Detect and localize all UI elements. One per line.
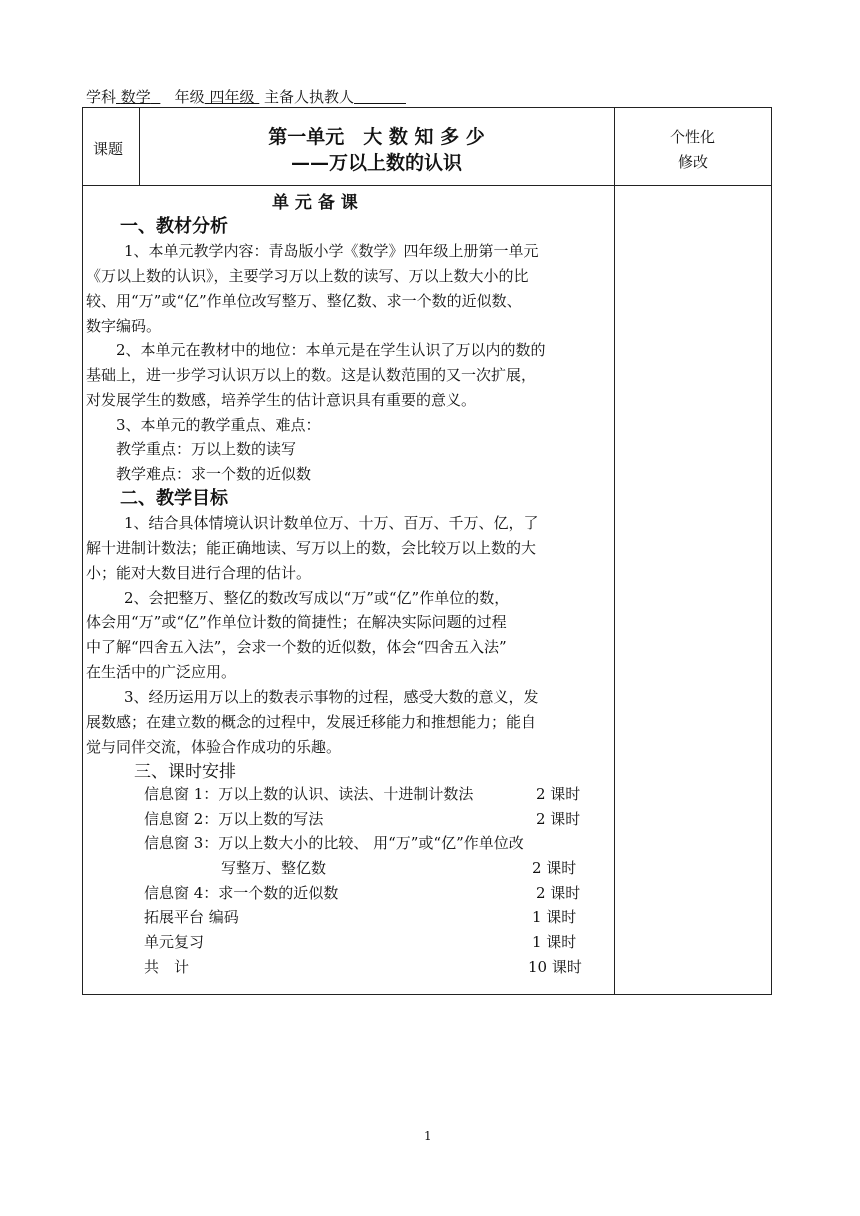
schedule-item: 共 计 [144, 958, 190, 976]
s1-p3-l2: 教学重点：万以上数的读写 [116, 440, 297, 458]
header-line [86, 86, 406, 107]
s1-p2-l2: 基础上，进一步学习认识万以上的数。这是认数范围的又一次扩展， [86, 366, 537, 384]
unit-subtitle: ——万以上数的认识 [290, 152, 462, 174]
schedule-item: 信息窗 2：万以上数的写法 [144, 810, 324, 828]
s2-p2-l3: 中了解“四舍五入法”，会求一个数的近似数，体会“四舍五入法” [86, 638, 507, 656]
section-3-title: 三、课时安排 [134, 762, 236, 782]
side-label-2: 修改 [678, 153, 709, 171]
schedule-item: 单元复习 [144, 933, 205, 951]
s2-p2-l4: 在生活中的广泛应用。 [86, 663, 237, 681]
s1-p2-l1: 2、本单元在教材中的地位：本单元是在学生认识了万以内的数的 [116, 341, 546, 359]
s2-p2-l1: 2、会把整万、整亿的数改写成以“万”或“亿”作单位的数， [124, 589, 510, 607]
schedule-hours: 2 课时 [536, 884, 581, 902]
topic-label: 课题 [93, 140, 124, 158]
s2-p3-l3: 觉与同伴交流，体验合作成功的乐趣。 [86, 738, 342, 756]
s1-p1-l3: 较、用“万”或“亿”作单位改写整万、整亿数、求一个数的近似数、 [86, 292, 522, 310]
preparer-label: 主备人执教人 [264, 88, 355, 106]
schedule-item: 信息窗 1：万以上数的认识、读法、十进制计数法 [144, 785, 474, 803]
schedule-item: 信息窗 3：万以上数大小的比较、 用“万”或“亿”作单位改 [144, 834, 524, 852]
schedule-item: 写整万、整亿数 [221, 859, 327, 877]
schedule-hours: 2 课时 [532, 859, 577, 877]
s2-p1-l1: 1、结合具体情境认识计数单位万、十万、百万、千万、亿，了 [124, 514, 539, 532]
s1-p1-l2: 《万以上数的认识》，主要学习万以上数的读写、万以上数大小的比 [86, 267, 529, 285]
schedule-hours: 2 课时 [536, 785, 581, 803]
unit-prep-heading: 单 元 备 课 [272, 193, 358, 213]
s1-p2-l3: 对发展学生的数感，培养学生的估计意识具有重要的意义。 [86, 391, 477, 409]
grade-value: 四年级 [209, 88, 255, 106]
s2-p3-l1: 3、经历运用万以上的数表示事物的过程，感受大数的意义，发 [124, 688, 539, 706]
unit-title: 第一单元 大 数 知 多 少 [268, 126, 485, 148]
schedule-item: 信息窗 4：求一个数的近似数 [144, 884, 339, 902]
subject-value: 数学 [120, 88, 151, 106]
schedule-hours: 1 课时 [532, 933, 577, 951]
s1-p1-l4: 数字编码。 [86, 317, 162, 335]
side-label-1: 个性化 [670, 128, 716, 146]
s2-p1-l2: 解十进制计数法；能正确地读、写万以上的数，会比较万以上数的大 [86, 539, 537, 557]
side-column-divider [614, 108, 615, 994]
s2-p3-l2: 展数感；在建立数的概念的过程中，发展迁移能力和推想能力；能自 [86, 713, 537, 731]
header-row-divider [83, 185, 771, 186]
s1-p3-l1: 3、本单元的教学重点、难点： [116, 416, 321, 434]
schedule-item: 拓展平台 编码 [144, 908, 239, 926]
grade-label: 年级 [174, 88, 205, 106]
page-number: 1 [424, 1129, 432, 1143]
subject-label: 学科 [86, 88, 117, 106]
s2-p1-l3: 小；能对大数目进行合理的估计。 [86, 564, 312, 582]
s1-p3-l3: 教学难点：求一个数的近似数 [116, 465, 312, 483]
schedule-hours: 10 课时 [528, 958, 582, 976]
section-1-title: 一、教材分析 [120, 216, 228, 237]
schedule-hours: 1 课时 [532, 908, 577, 926]
section-2-title: 二、教学目标 [120, 488, 228, 509]
s2-p2-l2: 体会用“万”或“亿”作单位计数的简捷性；在解决实际问题的过程 [86, 613, 507, 631]
preparer-blank [354, 103, 406, 104]
s1-p1-l1: 1、本单元教学内容：青岛版小学《数学》四年级上册第一单元 [124, 242, 539, 260]
schedule-hours: 2 课时 [536, 810, 581, 828]
